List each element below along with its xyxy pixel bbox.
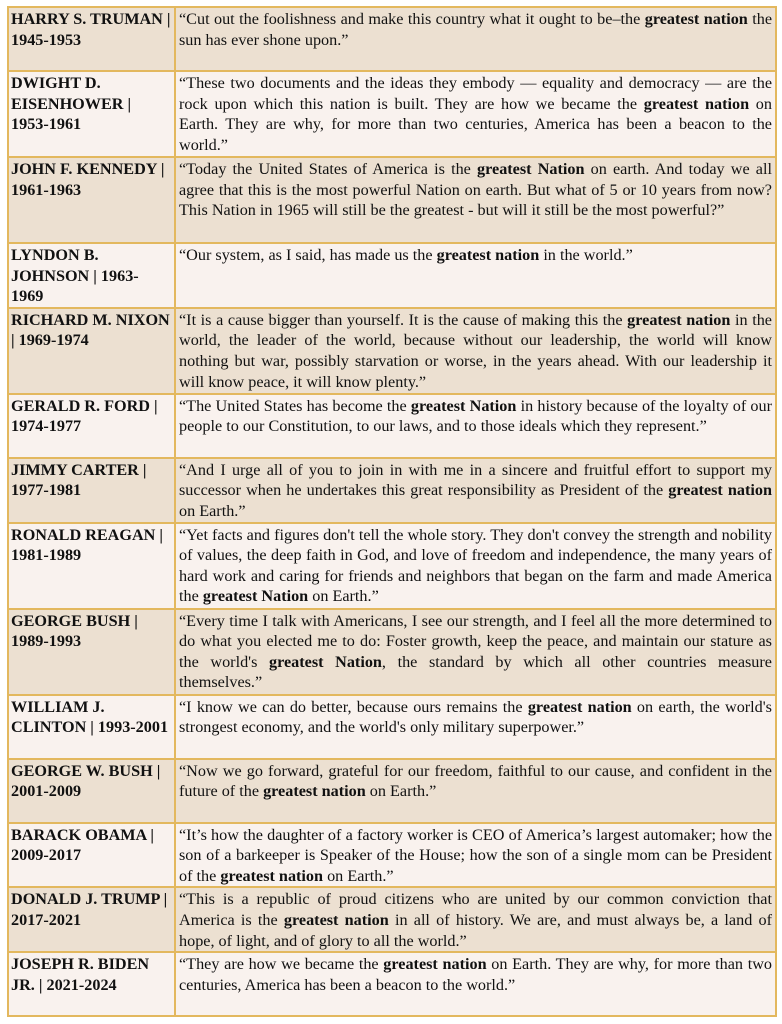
table-row bbox=[8, 458, 776, 523]
president-cell: RONALD REAGAN | 1981-1989 bbox=[8, 523, 175, 609]
table-row bbox=[8, 823, 776, 888]
quote-cell bbox=[175, 243, 776, 308]
quote-cell bbox=[175, 759, 776, 823]
table-body bbox=[8, 7, 776, 1016]
quote-text: “Our system, as I said, has made us the bbox=[179, 246, 437, 264]
quote-emphasis: greatest nation bbox=[627, 310, 731, 329]
president-cell: JOSEPH R. BIDEN JR. | 2021-2024 bbox=[8, 952, 175, 1016]
quote-emphasis: greatest nation bbox=[283, 910, 389, 929]
president-cell: WILLIAM J. CLINTON | 1993-2001 bbox=[8, 695, 175, 759]
president-cell: HARRY S. TRUMAN | 1945-1953 bbox=[8, 7, 175, 71]
quote-text: on earth, the world's strongest economy, and the world's only military superpower.” bbox=[179, 697, 772, 737]
quote-emphasis: greatest nation bbox=[263, 782, 366, 801]
table-row bbox=[8, 157, 776, 243]
table-row bbox=[8, 609, 776, 695]
president-cell: GEORGE W. BUSH | 2001-2009 bbox=[8, 759, 175, 823]
quote-cell bbox=[175, 157, 776, 243]
quote-cell bbox=[175, 458, 776, 523]
quote-text: , the standard by which all other countries measure themselves.” bbox=[179, 652, 772, 692]
president-cell: DONALD J. TRUMP | 2017-2021 bbox=[8, 887, 175, 952]
quote-emphasis: greatest Nation bbox=[410, 396, 517, 415]
president-cell: BARACK OBAMA | 2009-2017 bbox=[8, 823, 175, 888]
quote-cell bbox=[175, 71, 776, 157]
table-row bbox=[8, 887, 776, 952]
quote-cell bbox=[175, 952, 776, 1016]
quote-emphasis: greatest nation bbox=[436, 246, 540, 264]
quote-text: “Yet facts and figures don't tell the whole story. They don't convey the strength and nobility of values, the deep faith in God, and love of freedom and independence, the many years of hard work and caring for friends and neighbors that began on the farm and made America the bbox=[179, 525, 772, 606]
quote-text: on Earth. They are why, for more than two centuries, America has been a beacon to the world.” bbox=[179, 955, 772, 994]
quote-emphasis: greatest Nation bbox=[477, 160, 585, 178]
quote-text: on Earth. They are why, for more than two centuries, America has been a beacon to the world.” bbox=[179, 94, 772, 154]
president-cell: GERALD R. FORD | 1974-1977 bbox=[8, 394, 175, 458]
quote-emphasis: greatest nation bbox=[644, 10, 748, 28]
quote-text: “Today the United States of America is the bbox=[179, 160, 478, 178]
quote-cell bbox=[175, 523, 776, 609]
quote-cell bbox=[175, 887, 776, 952]
president-cell: RICHARD M. NIXON | 1969-1974 bbox=[8, 308, 175, 394]
quote-emphasis: greatest nation bbox=[668, 481, 772, 500]
table-row bbox=[8, 523, 776, 609]
quote-text: “These two documents and the ideas they embody — equality and democracy — are the rock upon which this nation is built. They are how we became the bbox=[179, 74, 772, 113]
table-row bbox=[8, 243, 776, 308]
quote-text: “It’s how the daughter of a factory worker is CEO of America’s largest automaker; how the son of a barkeeper is Speaker of the House; how the son of a single mom can be President of the bbox=[179, 825, 772, 885]
quote-text: “It is a cause bigger than yourself. It is the cause of making this the bbox=[179, 310, 628, 329]
quote-text: “And I urge all of you to join in with me in a sincere and fruitful effort to support my successor when he undertakes this great responsibility as President of the bbox=[179, 460, 772, 500]
president-cell: JOHN F. KENNEDY | 1961-1963 bbox=[8, 157, 175, 243]
table-row bbox=[8, 394, 776, 458]
quote-text: “This is a republic of proud citizens who are united by our common conviction that America is the bbox=[179, 890, 772, 929]
quote-text: on Earth.” bbox=[308, 587, 379, 606]
quote-emphasis: greatest nation bbox=[220, 866, 324, 885]
quote-text: in the world.” bbox=[539, 246, 633, 264]
quote-text: in history because of the loyalty of our people to our Constitution, to our laws, and to those ideals which they represent.” bbox=[179, 396, 772, 436]
quote-text: on Earth.” bbox=[365, 782, 437, 801]
quote-cell bbox=[175, 308, 776, 394]
quote-cell bbox=[175, 394, 776, 458]
quote-text: “The United States has become the bbox=[179, 396, 411, 415]
quote-text: on earth. And today we all agree that this is the most powerful Nation on earth. But what of 5 or 10 years from now? This Nation in 1965 will still be the greatest - but will it still be the most powerful?” bbox=[179, 160, 772, 220]
presidents-quotes-table bbox=[7, 6, 777, 1017]
quote-text: in the world, the leader of the world, because without our leadership, the world will know nothing but war, possibly starvation or worse, in the years ahead. With our leadership it will know peace, it will know plenty.” bbox=[179, 310, 772, 391]
quote-cell bbox=[175, 823, 776, 888]
quote-text: “They are how we became the bbox=[179, 955, 384, 974]
quote-emphasis: greatest nation bbox=[383, 955, 487, 974]
quote-text: the sun has ever shone upon.” bbox=[179, 10, 772, 49]
quote-cell bbox=[175, 7, 776, 71]
quote-emphasis: greatest nation bbox=[527, 697, 632, 716]
table-row bbox=[8, 7, 776, 71]
quote-emphasis: greatest Nation bbox=[202, 587, 309, 606]
table-row bbox=[8, 308, 776, 394]
president-cell: JIMMY CARTER | 1977-1981 bbox=[8, 458, 175, 523]
quote-emphasis: greatest Nation bbox=[269, 652, 382, 671]
quote-text: on Earth.” bbox=[323, 866, 394, 885]
quote-cell bbox=[175, 695, 776, 759]
quote-text: “I know we can do better, because ours remains the bbox=[179, 697, 528, 716]
quote-text: “Now we go forward, grateful for our freedom, faithful to our cause, and confident in the future of the bbox=[179, 761, 772, 801]
table-row bbox=[8, 759, 776, 823]
quote-text: in all of history. We are, and must always be, a land of hope, of light, and of glory to all the world.” bbox=[179, 910, 772, 950]
quote-text: on Earth.” bbox=[179, 501, 246, 520]
quote-emphasis: greatest nation bbox=[643, 94, 750, 113]
president-cell: GEORGE BUSH | 1989-1993 bbox=[8, 609, 175, 695]
quote-cell bbox=[175, 609, 776, 695]
table-row bbox=[8, 71, 776, 157]
president-cell: DWIGHT D. EISENHOWER | 1953-1961 bbox=[8, 71, 175, 157]
president-cell: LYNDON B. JOHNSON | 1963-1969 bbox=[8, 243, 175, 308]
quote-text: “Every time I talk with Americans, I see our strength, and I feel all the more determined to do what you elected me to do: Foster growth, keep the peace, and maintain our stature as the world's bbox=[179, 611, 772, 671]
table-row bbox=[8, 695, 776, 759]
quote-text: “Cut out the foolishness and make this country what it ought to be–the bbox=[179, 10, 645, 28]
table-row bbox=[8, 952, 776, 1016]
